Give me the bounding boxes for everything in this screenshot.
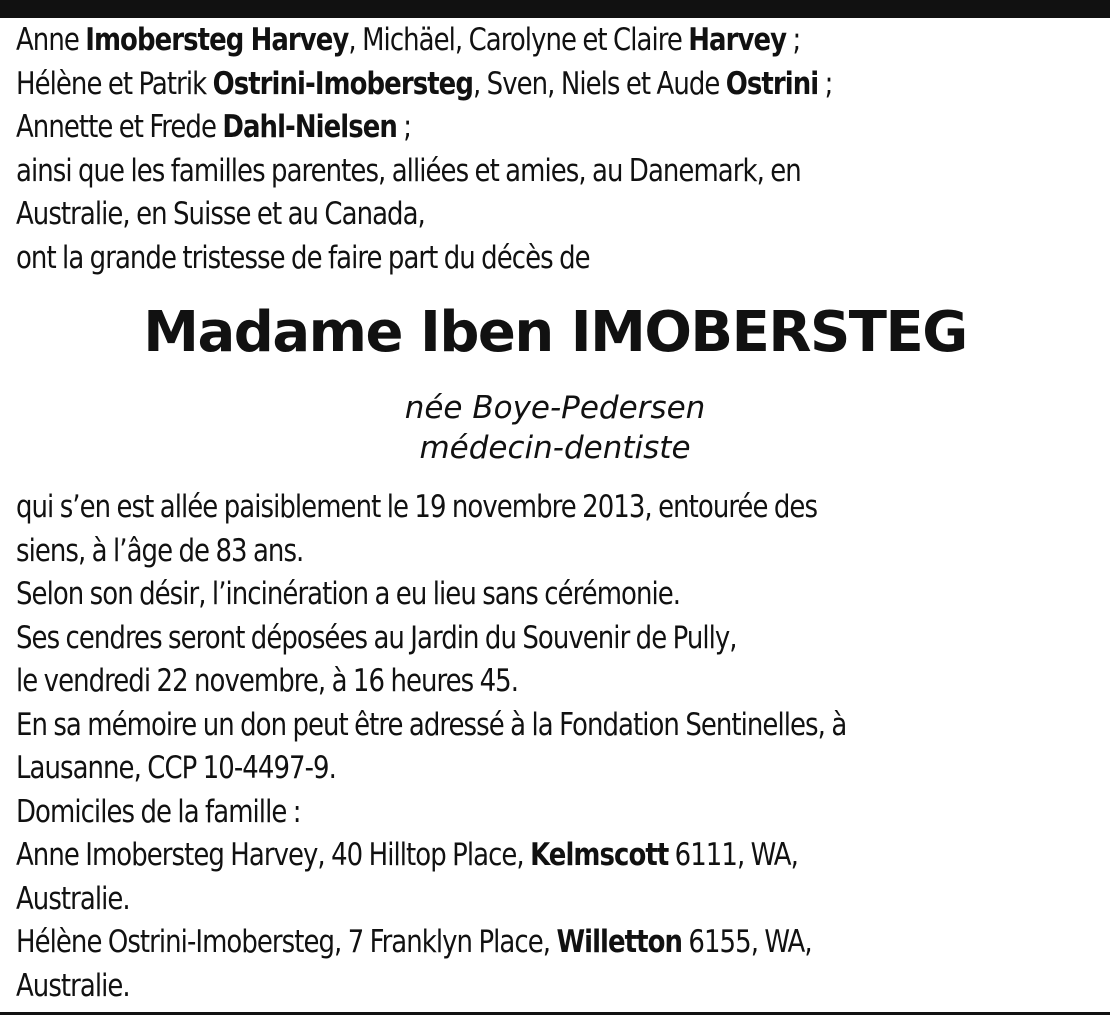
body-line-4: Ses cendres seront déposées au Jardin du Souvenir de Pully, bbox=[16, 619, 737, 656]
body-line-3: Selon son désir, l’incinération a eu lieu sans cérémonie. bbox=[16, 576, 681, 612]
text-segment: Hélène et Patrik bbox=[16, 65, 213, 102]
family-name: Dahl-Nielsen bbox=[222, 109, 397, 145]
family-line-5: Australie, en Suisse et au Canada, bbox=[16, 196, 425, 232]
family-name: Harvey bbox=[688, 22, 787, 58]
body-line-6: En sa mémoire un don peut être adressé à la Fondation Sentinelles, à bbox=[16, 706, 847, 743]
text-segment: ; bbox=[786, 22, 801, 58]
body-line-2: siens, à l’âge de 83 ans. bbox=[16, 532, 304, 569]
address-line-1 bbox=[16, 834, 1025, 878]
family-line-4: ainsi que les familles parentes, alliées et amies, au Danemark, en bbox=[16, 152, 801, 189]
profession: médecin-dentiste bbox=[419, 430, 691, 466]
text-segment: 6111, WA, bbox=[668, 837, 798, 873]
text-segment: Annette et Frede bbox=[16, 109, 223, 145]
family-announcement bbox=[16, 19, 1025, 280]
text-segment: 6155, WA, bbox=[682, 924, 812, 960]
family-line-2 bbox=[16, 63, 1025, 107]
family-name: Ostrini bbox=[725, 65, 819, 102]
text-segment: , Michäel, Carolyne et Claire bbox=[348, 22, 689, 58]
announcement-body bbox=[16, 486, 1025, 1008]
body-line-5: le vendredi 22 novembre, à 16 heures 45. bbox=[16, 663, 519, 699]
text-segment: ; bbox=[396, 109, 412, 145]
text-segment: Anne bbox=[16, 22, 86, 58]
maiden-name: née Boye-Pedersen bbox=[404, 390, 706, 426]
family-line-3 bbox=[16, 106, 1025, 150]
deceased-name: Madame Iben IMOBERSTEG bbox=[143, 300, 967, 365]
family-line-1 bbox=[16, 19, 1025, 63]
body-line-7: Lausanne, CCP 10-4497-9. bbox=[16, 750, 336, 786]
family-line-6: ont la grande tristesse de faire part du décès de bbox=[16, 239, 590, 276]
text-segment: Anne Imobersteg Harvey, 40 Hilltop Place, bbox=[16, 837, 531, 873]
address-line-1-country: Australie. bbox=[16, 880, 130, 917]
text-segment: Hélène Ostrini-Imobersteg, 7 Franklyn Place, bbox=[16, 924, 557, 960]
body-line-1: qui s’en est allée paisiblement le 19 novembre 2013, entourée des bbox=[16, 489, 818, 525]
address-line-2-country: Australie. bbox=[16, 967, 130, 1004]
address-line-2 bbox=[16, 921, 1025, 965]
text-segment: , Sven, Niels et Aude bbox=[472, 65, 726, 102]
family-name: Ostrini-Imobersteg bbox=[212, 65, 473, 102]
family-name: Imobersteg Harvey bbox=[85, 22, 349, 58]
top-rule bbox=[0, 0, 1110, 18]
bottom-rule bbox=[0, 1012, 1110, 1015]
body-line-8: Domiciles de la famille : bbox=[16, 793, 301, 830]
city-name: Kelmscott bbox=[530, 837, 669, 873]
city-name: Willetton bbox=[556, 924, 683, 960]
text-segment: ; bbox=[818, 65, 833, 102]
